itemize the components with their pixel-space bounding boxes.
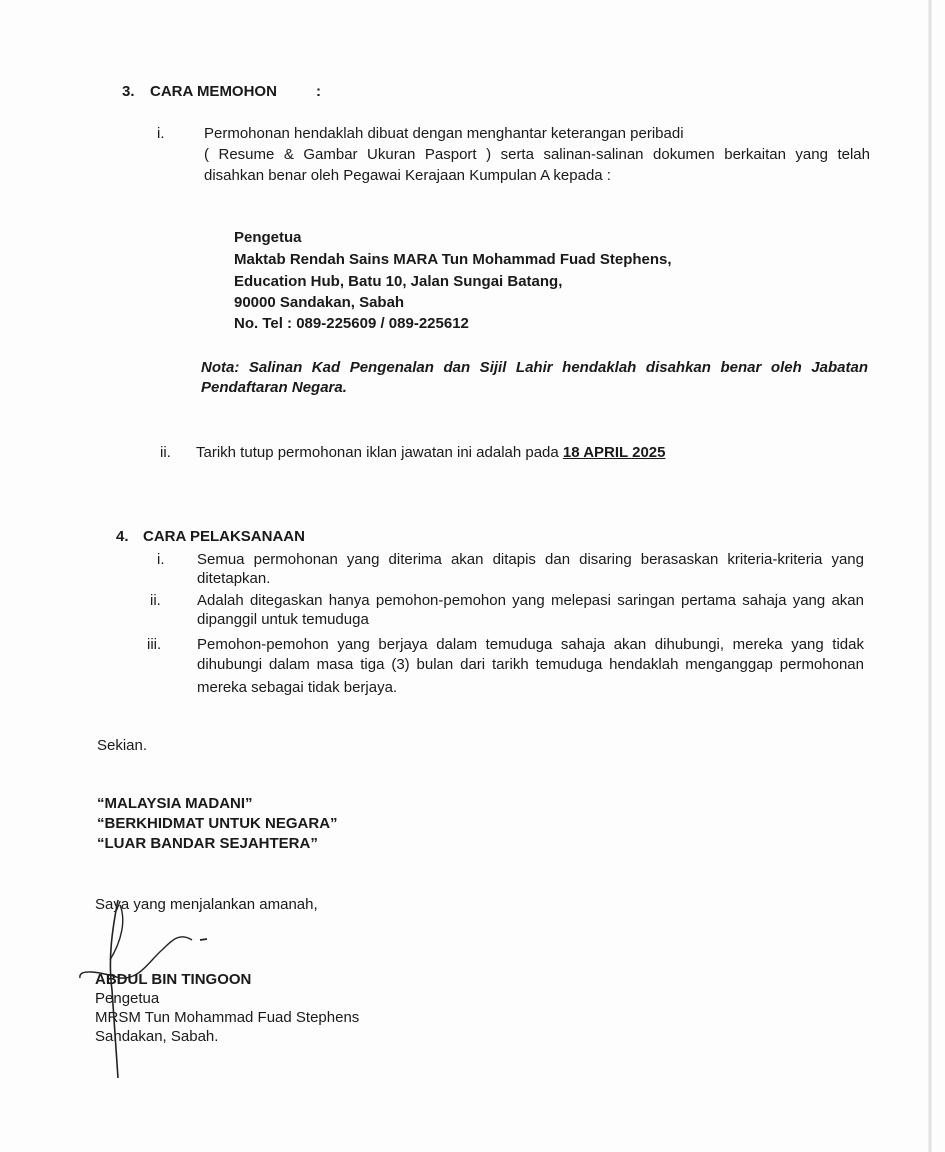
closing-date: 18 APRIL 2025	[562, 444, 666, 461]
item-marker: ii.	[150, 592, 161, 609]
note-line: Nota: Salinan Kad Pengenalan dan Sijil Lahir hendaklah disahkan benar oleh Jabatan	[201, 359, 868, 376]
address-phone: No. Tel : 089-225609 / 089-225612	[234, 315, 469, 332]
address-line: 90000 Sandakan, Sabah	[234, 294, 405, 311]
slogan: “BERKHIDMAT UNTUK NEGARA”	[97, 815, 338, 832]
paragraph-line: mereka sebagai tidak berjaya.	[197, 679, 398, 696]
signatory-location: Sandakan, Sabah.	[95, 1028, 219, 1045]
signatory-institution: MRSM Tun Mohammad Fuad Stephens	[95, 1009, 360, 1026]
signatory-position: Pengetua	[95, 990, 160, 1007]
closing-text: Sekian.	[97, 737, 148, 754]
section3-colon: :	[316, 83, 321, 100]
item-marker: i.	[157, 551, 165, 568]
signatory-name: ABDUL BIN TINGOON	[95, 971, 252, 988]
slogan: “LUAR BANDAR SEJAHTERA”	[97, 835, 318, 852]
paragraph-line: Pemohon-pemohon yang berjaya dalam temuduga sahaja akan dihubungi, mereka yang tidak	[197, 636, 864, 653]
section4-number: 4.	[116, 528, 129, 545]
paragraph-line: dipanggil untuk temuduga	[197, 611, 369, 628]
section3-number: 3.	[122, 83, 135, 100]
paragraph-line: disahkan benar oleh Pegawai Kerajaan Kumpulan A kepada :	[204, 167, 611, 184]
item-marker: iii.	[147, 636, 162, 653]
note-line: Pendaftaran Negara.	[201, 379, 347, 396]
paragraph-line: Adalah ditegaskan hanya pemohon-pemohon yang melepasi saringan pertama sahaja yang akan	[197, 592, 864, 609]
paragraph-line: dihubungi dalam masa tiga (3) bulan dari tarikh temuduga hendaklah menganggap permohonan	[197, 656, 864, 673]
slogan: “MALAYSIA MADANI”	[97, 795, 253, 812]
address-line: Education Hub, Batu 10, Jalan Sungai Batang,	[234, 273, 563, 290]
item-marker: ii.	[160, 444, 171, 461]
paragraph-line: Semua permohonan yang diterima akan ditapis dan disaring berasaskan kriteria-kriteria yang	[197, 551, 864, 568]
address-line: Maktab Rendah Sains MARA Tun Mohammad Fuad Stephens,	[234, 251, 672, 268]
closing-date-label: Tarikh tutup permohonan iklan jawatan ini adalah pada	[196, 444, 559, 461]
paragraph-line: ( Resume & Gambar Ukuran Pasport ) serta salinan-salinan dokumen berkaitan yang telah	[204, 146, 870, 163]
signoff-text: Saya yang menjalankan amanah,	[95, 896, 318, 913]
section3-heading: CARA MEMOHON	[150, 83, 277, 100]
paragraph-line: Permohonan hendaklah dibuat dengan menghantar keterangan peribadi	[204, 125, 684, 142]
section4-heading: CARA PELAKSANAAN	[143, 528, 305, 545]
item-marker: i.	[157, 125, 165, 142]
address-line: Pengetua	[234, 229, 302, 246]
paragraph-line: ditetapkan.	[197, 570, 271, 587]
